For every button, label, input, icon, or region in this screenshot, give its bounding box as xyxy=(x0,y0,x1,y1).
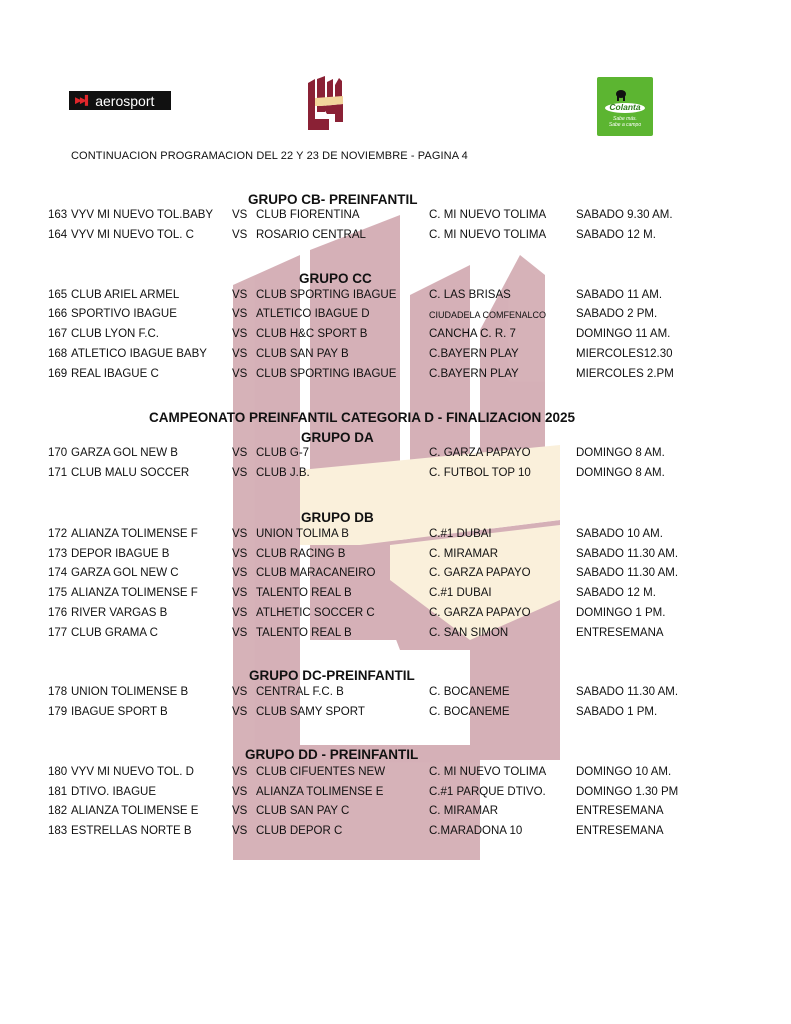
championship-heading: CAMPEONATO PREINFANTIL CATEGORIA D - FINALIZACION 2025 xyxy=(149,410,576,425)
home-team: GARZA GOL NEW B xyxy=(71,447,178,459)
away-team: ATLETICO IBAGUE D xyxy=(256,308,370,320)
away-team: CLUB H&C SPORT B xyxy=(256,328,368,340)
vs-label: VS xyxy=(232,229,248,241)
vs-label: VS xyxy=(232,587,248,599)
away-team: CLUB SAN PAY B xyxy=(256,348,349,360)
away-team: UNION TOLIMA B xyxy=(256,528,349,540)
away-team: CLUB SAMY SPORT xyxy=(256,706,365,718)
venue: C. GARZA PAPAYO xyxy=(429,447,531,459)
home-team: GARZA GOL NEW C xyxy=(71,567,179,579)
away-team: ATLHETIC SOCCER C xyxy=(256,607,375,619)
vs-label: VS xyxy=(232,447,248,459)
away-team: CLUB RACING B xyxy=(256,548,346,560)
vs-label: VS xyxy=(232,308,248,320)
home-team: RIVER VARGAS B xyxy=(71,607,168,619)
venue: C. SAN SIMON xyxy=(429,627,509,639)
home-team: ATLETICO IBAGUE BABY xyxy=(71,348,207,360)
venue: C. MI NUEVO TOLIMA xyxy=(429,229,547,241)
match-time: SABADO 11.30 AM. xyxy=(576,686,679,698)
vs-label: VS xyxy=(232,328,248,340)
match-row xyxy=(0,209,791,225)
group-heading: GRUPO CC xyxy=(299,271,372,286)
match-row xyxy=(0,289,791,305)
venue: C.#1 PARQUE DTIVO. xyxy=(429,786,546,798)
venue: C.#1 DUBAI xyxy=(429,587,492,599)
away-team: ROSARIO CENTRAL xyxy=(256,229,366,241)
match-number: 168 xyxy=(48,348,68,360)
venue: C.BAYERN PLAY xyxy=(429,368,519,380)
match-number: 177 xyxy=(48,627,68,639)
match-number: 164 xyxy=(48,229,68,241)
match-number: 179 xyxy=(48,706,68,718)
match-number: 180 xyxy=(48,766,68,778)
match-row xyxy=(0,627,791,643)
match-row xyxy=(0,447,791,463)
match-time: SABADO 1 PM. xyxy=(576,706,658,718)
match-time: DOMINGO 8 AM. xyxy=(576,447,665,459)
match-time: DOMINGO 1 PM. xyxy=(576,607,666,619)
vs-label: VS xyxy=(232,786,248,798)
venue: C.#1 DUBAI xyxy=(429,528,492,540)
venue: C. GARZA PAPAYO xyxy=(429,607,531,619)
vs-label: VS xyxy=(232,607,248,619)
match-row xyxy=(0,567,791,583)
home-team: UNION TOLIMENSE B xyxy=(71,686,189,698)
home-team: IBAGUE SPORT B xyxy=(71,706,168,718)
home-team: CLUB GRAMA C xyxy=(71,627,158,639)
match-row xyxy=(0,706,791,722)
colanta-logo-text: Colanta xyxy=(609,102,641,112)
match-number: 165 xyxy=(48,289,68,301)
match-row xyxy=(0,229,791,245)
play-arrows-icon: ▶▶▌ xyxy=(75,95,90,105)
home-team: CLUB ARIEL ARMEL xyxy=(71,289,180,301)
away-team: CLUB SAN PAY C xyxy=(256,805,350,817)
venue: C.MARADONA 10 xyxy=(429,825,523,837)
vs-label: VS xyxy=(232,706,248,718)
venue: C. MI NUEVO TOLIMA xyxy=(429,209,547,221)
match-number: 174 xyxy=(48,567,68,579)
match-number: 166 xyxy=(48,308,68,320)
match-time: SABADO 11.30 AM. xyxy=(576,548,679,560)
match-row xyxy=(0,548,791,564)
match-row xyxy=(0,467,791,483)
home-team: VYV MI NUEVO TOL. D xyxy=(71,766,194,778)
home-team: CLUB MALU SOCCER xyxy=(71,467,190,479)
venue: C. GARZA PAPAYO xyxy=(429,567,531,579)
intro-text: CONTINUACION PROGRAMACION DEL 22 Y 23 DE NOVIEMBRE - PAGINA 4 xyxy=(71,150,468,162)
vs-label: VS xyxy=(232,289,248,301)
match-time: SABADO 11.30 AM. xyxy=(576,567,679,579)
away-team: TALENTO REAL B xyxy=(256,587,352,599)
home-team: DEPOR IBAGUE B xyxy=(71,548,170,560)
home-team: ALIANZA TOLIMENSE E xyxy=(71,805,199,817)
venue: CIUDADELA COMFENALCO xyxy=(429,310,547,320)
group-heading: GRUPO DA xyxy=(301,430,374,445)
vs-label: VS xyxy=(232,567,248,579)
vs-label: VS xyxy=(232,528,248,540)
vs-label: VS xyxy=(232,825,248,837)
group-heading: GRUPO DB xyxy=(301,510,374,525)
match-row xyxy=(0,587,791,603)
match-number: 183 xyxy=(48,825,68,837)
group-heading: GRUPO DD - PREINFANTIL xyxy=(245,747,419,762)
vs-label: VS xyxy=(232,548,248,560)
venue: C. LAS BRISAS xyxy=(429,289,511,301)
colanta-logo xyxy=(597,77,653,136)
match-time: SABADO 9.30 AM. xyxy=(576,209,673,221)
match-time: MIERCOLES 2.PM xyxy=(576,368,674,380)
away-team: CLUB CIFUENTES NEW xyxy=(256,766,386,778)
match-number: 172 xyxy=(48,528,68,540)
home-team: SPORTIVO IBAGUE xyxy=(71,308,177,320)
away-team: CLUB SPORTING IBAGUE xyxy=(256,289,397,301)
colanta-tagline: Sabe más. xyxy=(613,116,637,122)
match-row xyxy=(0,786,791,802)
match-time: ENTRESEMANA xyxy=(576,825,664,837)
home-team: VYV MI NUEVO TOL. C xyxy=(71,229,194,241)
match-number: 182 xyxy=(48,805,68,817)
match-time: SABADO 12 M. xyxy=(576,587,656,599)
home-team: ALIANZA TOLIMENSE F xyxy=(71,528,198,540)
away-team: CLUB J.B. xyxy=(256,467,310,479)
league-logo xyxy=(305,74,347,132)
match-number: 181 xyxy=(48,786,68,798)
match-time: SABADO 11 AM. xyxy=(576,289,663,301)
match-row xyxy=(0,686,791,702)
home-team: ALIANZA TOLIMENSE F xyxy=(71,587,198,599)
home-team: ESTRELLAS NORTE B xyxy=(71,825,192,837)
match-time: SABADO 2 PM. xyxy=(576,308,658,320)
venue: C. MIRAMAR xyxy=(429,805,498,817)
away-team: CLUB G-7 xyxy=(256,447,310,459)
home-team: REAL IBAGUE C xyxy=(71,368,159,380)
match-row xyxy=(0,328,791,344)
venue: C. MIRAMAR xyxy=(429,548,498,560)
match-time: SABADO 12 M. xyxy=(576,229,656,241)
match-time: ENTRESEMANA xyxy=(576,805,664,817)
vs-label: VS xyxy=(232,348,248,360)
away-team: CENTRAL F.C. B xyxy=(256,686,344,698)
match-time: DOMINGO 10 AM. xyxy=(576,766,672,778)
away-team: CLUB MARACANEIRO xyxy=(256,567,376,579)
match-number: 163 xyxy=(48,209,68,221)
match-row xyxy=(0,825,791,841)
vs-label: VS xyxy=(232,805,248,817)
vs-label: VS xyxy=(232,766,248,778)
colanta-tagline: Sabe a campo xyxy=(608,122,642,128)
home-team: CLUB LYON F.C. xyxy=(71,328,159,340)
away-team: CLUB DEPOR C xyxy=(256,825,343,837)
match-number: 176 xyxy=(48,607,68,619)
away-team: ALIANZA TOLIMENSE E xyxy=(256,786,384,798)
match-number: 173 xyxy=(48,548,68,560)
match-time: MIERCOLES12.30 xyxy=(576,348,673,360)
venue: CANCHA C. R. 7 xyxy=(429,328,516,340)
home-team: DTIVO. IBAGUE xyxy=(71,786,156,798)
vs-label: VS xyxy=(232,627,248,639)
match-number: 170 xyxy=(48,447,68,459)
match-number: 178 xyxy=(48,686,68,698)
match-time: SABADO 10 AM. xyxy=(576,528,663,540)
match-number: 171 xyxy=(48,467,68,479)
match-row xyxy=(0,308,791,324)
group-heading: GRUPO CB- PREINFANTIL xyxy=(248,192,418,207)
match-time: ENTRESEMANA xyxy=(576,627,664,639)
match-row xyxy=(0,766,791,782)
vs-label: VS xyxy=(232,686,248,698)
match-number: 167 xyxy=(48,328,68,340)
venue: C. MI NUEVO TOLIMA xyxy=(429,766,547,778)
match-time: DOMINGO 11 AM. xyxy=(576,328,671,340)
home-team: VYV MI NUEVO TOL.BABY xyxy=(71,209,214,221)
vs-label: VS xyxy=(232,368,248,380)
match-row xyxy=(0,368,791,384)
match-row xyxy=(0,348,791,364)
away-team: CLUB FIORENTINA xyxy=(256,209,360,221)
away-team: CLUB SPORTING IBAGUE xyxy=(256,368,397,380)
venue: C. FUTBOL TOP 10 xyxy=(429,467,531,479)
venue: C. BOCANEME xyxy=(429,706,510,718)
match-number: 175 xyxy=(48,587,68,599)
aerosport-logo-text: aerosport xyxy=(95,92,155,109)
group-heading: GRUPO DC-PREINFANTIL xyxy=(249,668,415,683)
match-number: 169 xyxy=(48,368,68,380)
venue: C.BAYERN PLAY xyxy=(429,348,519,360)
match-time: DOMINGO 1.30 PM xyxy=(576,786,679,798)
match-row xyxy=(0,607,791,623)
venue: C. BOCANEME xyxy=(429,686,510,698)
match-time: DOMINGO 8 AM. xyxy=(576,467,665,479)
aerosport-logo xyxy=(69,91,171,110)
match-row xyxy=(0,528,791,544)
match-row xyxy=(0,805,791,821)
vs-label: VS xyxy=(232,467,248,479)
vs-label: VS xyxy=(232,209,248,221)
away-team: TALENTO REAL B xyxy=(256,627,352,639)
